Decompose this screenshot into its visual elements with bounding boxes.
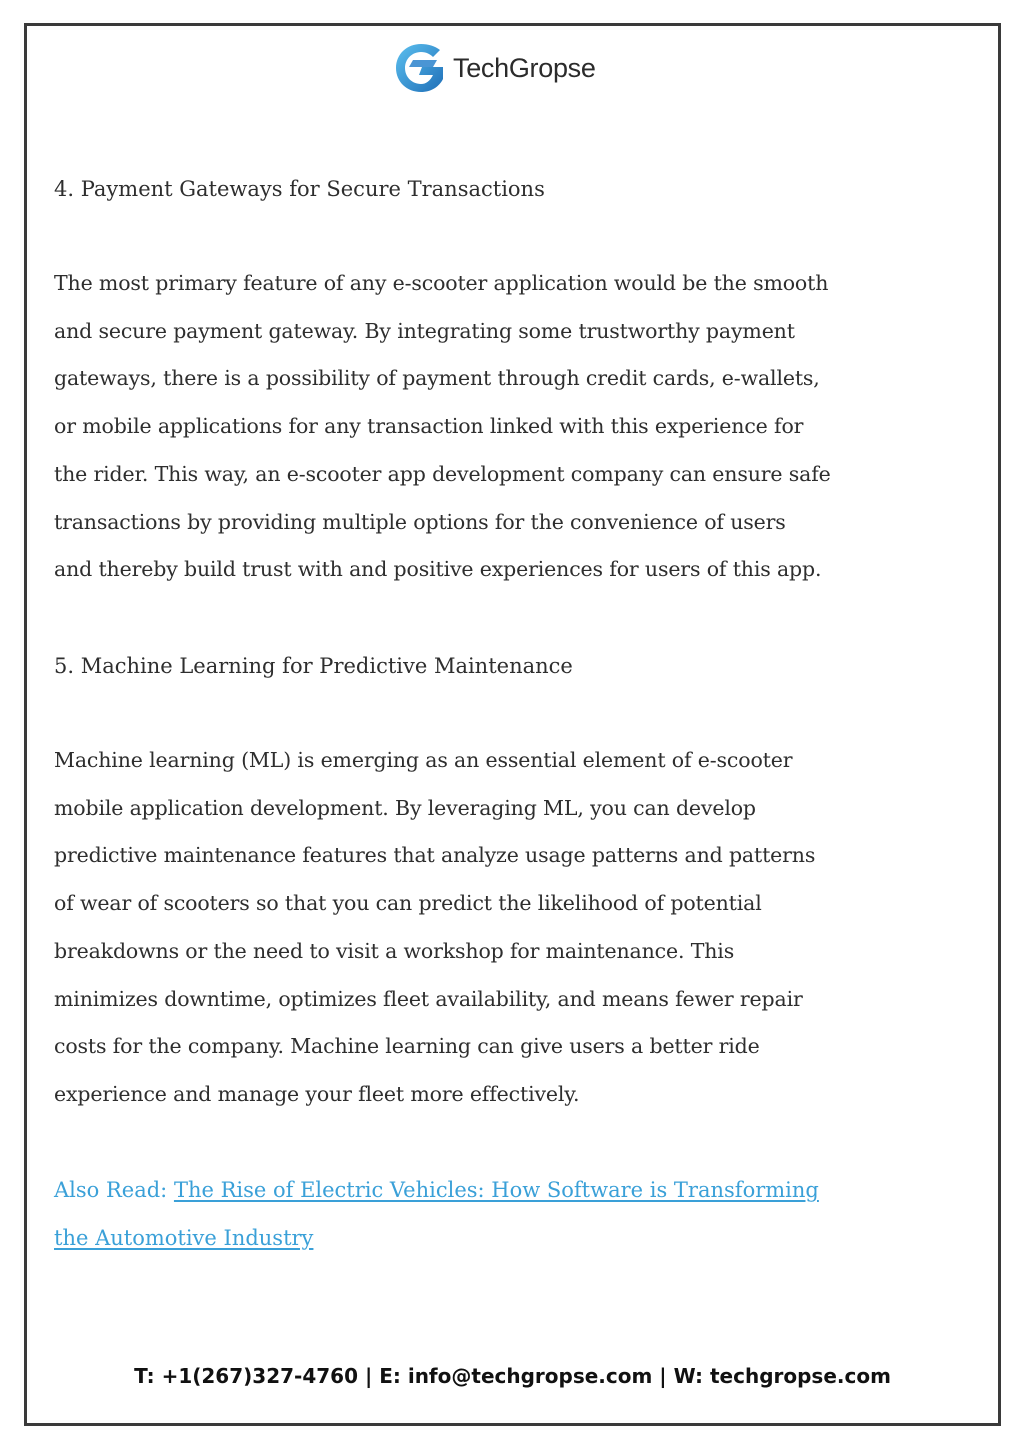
also-read-link-continued[interactable]: the Automotive Industry bbox=[54, 1225, 314, 1250]
also-read-link[interactable]: The Rise of Electric Vehicles: How Software is Transforming bbox=[173, 1178, 819, 1202]
document-page bbox=[24, 23, 1001, 1426]
paragraph-line: minimizes downtime, optimizes fleet availability, and means fewer repair bbox=[54, 986, 803, 1011]
techgropse-g-logo-icon bbox=[391, 40, 449, 96]
paragraph-line: and thereby build trust with and positive experiences for users of this app. bbox=[54, 557, 822, 582]
paragraph-line: and secure payment gateway. By integrating some trustworthy payment bbox=[54, 318, 795, 343]
section-4-heading: 4. Payment Gateways for Secure Transactions bbox=[54, 177, 545, 201]
paragraph-line: experience and manage your fleet more effectively. bbox=[54, 1081, 580, 1106]
section-5-paragraph bbox=[54, 737, 979, 1119]
contact-footer: T: +1(267)327-4760 | E: info@techgropse.com | W: techgropse.com bbox=[134, 1364, 891, 1388]
section-4-paragraph bbox=[54, 260, 979, 594]
paragraph-line: predictive maintenance features that analyze usage patterns and patterns bbox=[54, 843, 816, 868]
paragraph-line: Machine learning (ML) is emerging as an essential element of e-scooter bbox=[54, 748, 793, 772]
paragraph-line: gateways, there is a possibility of payment through credit cards, e-wallets, bbox=[54, 366, 820, 391]
paragraph-line: of wear of scooters so that you can predict the likelihood of potential bbox=[54, 891, 762, 916]
section-5-heading: 5. Machine Learning for Predictive Maintenance bbox=[54, 654, 573, 678]
logo-wordmark: TechGropse bbox=[453, 52, 596, 83]
also-read-block bbox=[54, 1167, 819, 1262]
paragraph-line: The most primary feature of any e-scooter application would be the smooth bbox=[54, 271, 829, 295]
paragraph-line: or mobile applications for any transaction linked with this experience for bbox=[54, 414, 804, 439]
paragraph-line: breakdowns or the need to visit a workshop for maintenance. This bbox=[54, 938, 735, 963]
paragraph-line: the rider. This way, an e-scooter app development company can ensure safe bbox=[54, 461, 831, 486]
brand-logo bbox=[391, 38, 596, 98]
paragraph-line: transactions by providing multiple options for the convenience of users bbox=[54, 509, 786, 534]
paragraph-line: costs for the company. Machine learning can give users a better ride bbox=[54, 1034, 760, 1059]
paragraph-line: mobile application development. By leveraging ML, you can develop bbox=[54, 795, 756, 820]
also-read-label: Also Read: bbox=[54, 1178, 174, 1202]
